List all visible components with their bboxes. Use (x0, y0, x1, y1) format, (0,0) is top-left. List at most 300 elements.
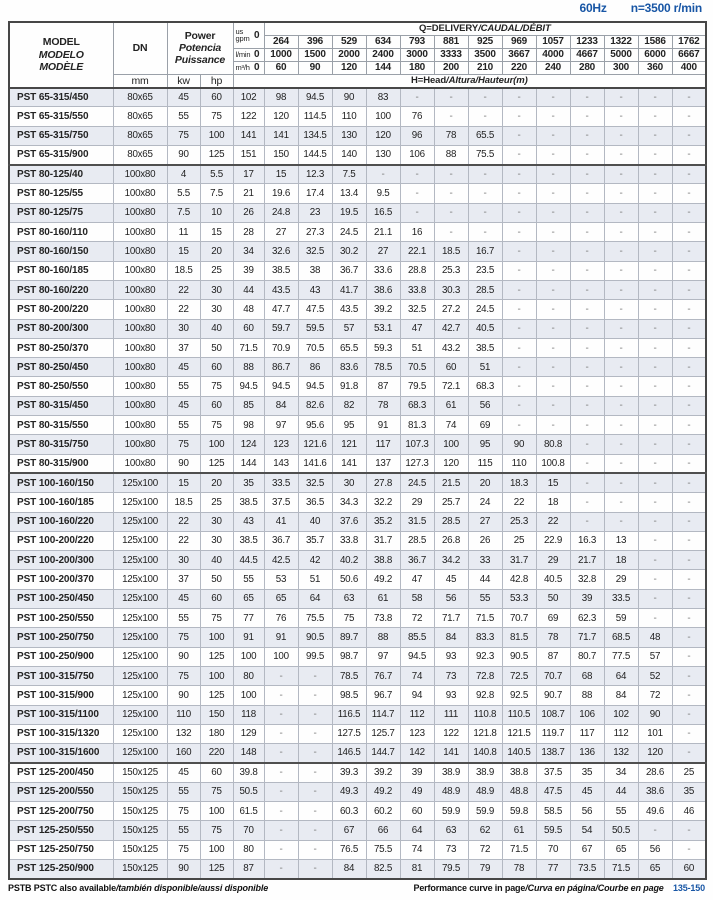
hp-cell: 100 (200, 666, 233, 685)
head-value-cell: - (570, 261, 604, 280)
head-value-cell: 35 (233, 473, 264, 492)
kw-cell: 45 (167, 358, 200, 377)
head-value-cell: 143 (264, 454, 298, 473)
head-value-cell: 97 (264, 416, 298, 435)
head-value-cell: 75.5 (468, 145, 502, 164)
head-value-cell: - (570, 416, 604, 435)
head-value-cell: - (638, 473, 672, 492)
head-value-cell: 140.5 (502, 744, 536, 763)
head-value-cell: - (638, 435, 672, 454)
hp-cell: 75 (200, 377, 233, 396)
head-value-cell: 43 (233, 512, 264, 531)
model-cell: PST 100-315/750 (9, 666, 113, 685)
head-value-cell: 38.9 (468, 763, 502, 782)
head-value-cell: - (638, 126, 672, 145)
head-value-cell: 12.3 (298, 165, 332, 184)
kw-cell: 55 (167, 609, 200, 628)
head-value-cell: 88 (434, 145, 468, 164)
hp-cell: 125 (200, 686, 233, 705)
model-cell: PST 80-200/300 (9, 319, 113, 338)
head-value-cell: 90.5 (502, 647, 536, 666)
hp-cell: 180 (200, 724, 233, 743)
head-value-cell: 38 (298, 261, 332, 280)
head-value-cell: 36.7 (332, 261, 366, 280)
head-value-cell: 31.7 (502, 551, 536, 570)
lmin-flow-value: 2400 (366, 48, 400, 61)
head-value-cell: - (672, 570, 706, 589)
head-value-cell: 39.2 (366, 300, 400, 319)
head-value-cell: 112 (604, 724, 638, 743)
head-value-cell: - (400, 203, 434, 222)
head-value-cell: 81 (400, 859, 434, 878)
head-value-cell: - (604, 126, 638, 145)
head-value-cell: 89.7 (332, 628, 366, 647)
table-row (9, 763, 706, 782)
model-cell: PST 125-200/450 (9, 763, 113, 782)
head-value-cell: - (672, 589, 706, 608)
table-row (9, 589, 706, 608)
head-value-cell: 34 (233, 242, 264, 261)
head-value-cell: - (672, 338, 706, 357)
table-row (9, 551, 706, 570)
hp-cell: 220 (200, 744, 233, 763)
head-value-cell: 38.9 (434, 763, 468, 782)
kw-cell: 75 (167, 435, 200, 454)
head-value-cell: - (638, 493, 672, 512)
model-cell: PST 80-315/450 (9, 396, 113, 415)
head-value-cell: - (638, 319, 672, 338)
model-cell: PST 100-160/220 (9, 512, 113, 531)
head-value-cell: 38.8 (502, 763, 536, 782)
m3h-flow-value: 200 (434, 61, 468, 74)
head-value-cell: 62 (468, 821, 502, 840)
head-value-cell: 78 (502, 859, 536, 878)
head-value-cell: - (672, 145, 706, 164)
head-value-cell: 62.3 (570, 609, 604, 628)
head-value-cell: - (604, 454, 638, 473)
gpm-flow-value: 1057 (536, 35, 570, 48)
dn-cell: 125x100 (113, 570, 167, 589)
head-value-cell: 78.5 (332, 666, 366, 685)
kw-cell: 110 (167, 705, 200, 724)
head-value-cell: - (570, 493, 604, 512)
model-cell: PST 100-200/300 (9, 551, 113, 570)
head-value-cell: 136 (570, 744, 604, 763)
head-value-cell: 46 (672, 801, 706, 820)
kw-cell: 75 (167, 666, 200, 685)
model-cell: PST 80-250/450 (9, 358, 113, 377)
head-value-cell: 37.5 (264, 493, 298, 512)
head-value-cell: 30.3 (434, 280, 468, 299)
hp-cell: 75 (200, 107, 233, 126)
head-value-cell: 132 (604, 744, 638, 763)
kw-cell: 75 (167, 801, 200, 820)
head-value-cell: 56 (570, 801, 604, 820)
head-value-cell: 41.7 (332, 280, 366, 299)
head-value-cell: 88 (570, 686, 604, 705)
hp-cell: 60 (200, 358, 233, 377)
table-row (9, 223, 706, 242)
head-value-cell: 59.7 (264, 319, 298, 338)
dn-column-header: DN (113, 22, 167, 74)
head-value-cell: 39 (233, 261, 264, 280)
delivery-label: Q=DELIVERY/CAUDAL/DÉBIT (264, 22, 706, 35)
gpm-flow-value: 634 (366, 35, 400, 48)
lmin-flow-value: 5000 (604, 48, 638, 61)
head-value-cell: - (536, 203, 570, 222)
model-cell: PST 125-200/750 (9, 801, 113, 820)
speed-frequency-note (579, 1, 702, 15)
head-value-cell: 150 (264, 145, 298, 164)
table-row (9, 338, 706, 357)
head-value-cell: - (638, 358, 672, 377)
head-value-cell: 70.7 (502, 609, 536, 628)
head-value-cell: - (536, 358, 570, 377)
gpm-flow-value: 925 (468, 35, 502, 48)
head-value-cell: 115 (468, 454, 502, 473)
performance-table (8, 21, 707, 880)
head-label: H=Head/Altura/Hauteur(m) (233, 74, 706, 88)
head-value-cell: 78.5 (366, 358, 400, 377)
dn-cell: 80x65 (113, 107, 167, 126)
head-value-cell: - (502, 126, 536, 145)
head-value-cell: 24.8 (264, 203, 298, 222)
head-value-cell: 21.5 (434, 473, 468, 492)
m3h-flow-value: 90 (298, 61, 332, 74)
head-value-cell: 59.9 (468, 801, 502, 820)
head-value-cell: 144.7 (366, 744, 400, 763)
head-value-cell: 127.5 (332, 724, 366, 743)
kw-cell: 22 (167, 531, 200, 550)
hp-cell: 150 (200, 705, 233, 724)
table-row (9, 300, 706, 319)
head-value-cell: - (638, 300, 672, 319)
head-value-cell: - (400, 165, 434, 184)
m3h-flow-value: 240 (536, 61, 570, 74)
head-value-cell: 32.5 (298, 242, 332, 261)
head-value-cell: 28.5 (434, 512, 468, 531)
head-value-cell: 64 (298, 589, 332, 608)
head-value-cell: 65.5 (332, 338, 366, 357)
table-row (9, 358, 706, 377)
head-value-cell: 90 (332, 88, 366, 107)
head-value-cell: 23.5 (468, 261, 502, 280)
head-value-cell: 49.2 (366, 782, 400, 801)
model-cell: PST 100-250/900 (9, 647, 113, 666)
head-value-cell: 59.9 (434, 801, 468, 820)
head-value-cell: - (536, 319, 570, 338)
kw-cell: 45 (167, 88, 200, 107)
dn-cell: 125x100 (113, 531, 167, 550)
head-value-cell: - (298, 744, 332, 763)
head-value-cell: 90 (638, 705, 672, 724)
head-value-cell: 70.5 (298, 338, 332, 357)
head-value-cell: 48.9 (434, 782, 468, 801)
head-value-cell: 70.7 (536, 666, 570, 685)
head-value-cell: - (638, 551, 672, 570)
hp-cell: 40 (200, 551, 233, 570)
table-row (9, 531, 706, 550)
m3h-flow-value: 180 (400, 61, 434, 74)
model-cell: PST 80-125/55 (9, 184, 113, 203)
kw-cell: 37 (167, 338, 200, 357)
head-value-cell: 48 (638, 628, 672, 647)
head-value-cell: 33.8 (400, 280, 434, 299)
head-value-cell: - (604, 338, 638, 357)
head-value-cell: 69 (468, 416, 502, 435)
table-row (9, 165, 706, 184)
kw-cell: 15 (167, 473, 200, 492)
model-cell: PST 100-315/1600 (9, 744, 113, 763)
head-value-cell: - (672, 280, 706, 299)
head-value-cell: 25 (502, 531, 536, 550)
table-row (9, 377, 706, 396)
head-value-cell: - (264, 821, 298, 840)
table-row (9, 416, 706, 435)
gpm-flow-value: 1586 (638, 35, 672, 48)
head-value-cell: 21.7 (570, 551, 604, 570)
head-value-cell: - (672, 531, 706, 550)
head-value-cell: - (434, 223, 468, 242)
dn-cell: 125x100 (113, 473, 167, 492)
head-value-cell: 33.8 (332, 531, 366, 550)
head-value-cell: 68.5 (604, 628, 638, 647)
head-value-cell: - (638, 531, 672, 550)
head-value-cell: 40.2 (332, 551, 366, 570)
power-unit-kw: kw (167, 74, 200, 88)
head-value-cell: 40 (298, 512, 332, 531)
head-value-cell: - (570, 435, 604, 454)
model-cell: PST 80-160/150 (9, 242, 113, 261)
head-value-cell: 100 (233, 686, 264, 705)
kw-cell: 15 (167, 242, 200, 261)
head-value-cell: 98 (264, 88, 298, 107)
head-value-cell: 117 (570, 724, 604, 743)
head-value-cell: 94.5 (298, 88, 332, 107)
head-value-cell: 24.5 (400, 473, 434, 492)
head-value-cell: 71.7 (570, 628, 604, 647)
kw-cell: 22 (167, 300, 200, 319)
head-value-cell: 91 (264, 628, 298, 647)
head-value-cell: 93 (434, 686, 468, 705)
head-value-cell: 96 (400, 126, 434, 145)
power-header-fr: Puissance (174, 54, 226, 67)
head-value-cell: - (536, 223, 570, 242)
model-cell: PST 80-315/550 (9, 416, 113, 435)
head-value-cell: 87 (366, 377, 400, 396)
head-value-cell: 35.7 (298, 531, 332, 550)
head-value-cell: - (672, 88, 706, 107)
head-value-cell: - (604, 396, 638, 415)
head-value-cell: 64 (604, 666, 638, 685)
head-value-cell: 50 (536, 589, 570, 608)
head-value-cell: - (570, 242, 604, 261)
head-value-cell: 81.3 (400, 416, 434, 435)
head-value-cell: 72 (468, 840, 502, 859)
head-value-cell: 60 (233, 319, 264, 338)
head-value-cell: - (672, 165, 706, 184)
head-value-cell: 27 (366, 242, 400, 261)
head-value-cell: 44 (468, 570, 502, 589)
head-value-cell: 29 (536, 551, 570, 570)
model-cell: PST 100-315/1100 (9, 705, 113, 724)
head-value-cell: 102 (233, 88, 264, 107)
table-row (9, 88, 706, 107)
head-value-cell: 38.6 (366, 280, 400, 299)
table-row (9, 396, 706, 415)
head-value-cell: 88 (366, 628, 400, 647)
head-value-cell: 49.6 (638, 801, 672, 820)
dn-cell: 150x125 (113, 763, 167, 782)
power-header-es: Potencia (178, 42, 222, 55)
head-value-cell: 9.5 (366, 184, 400, 203)
head-value-cell: 59.8 (502, 801, 536, 820)
head-value-cell: - (570, 223, 604, 242)
head-value-cell: 44 (604, 782, 638, 801)
head-value-cell: 110 (502, 454, 536, 473)
head-value-cell: - (502, 396, 536, 415)
hp-cell: 100 (200, 840, 233, 859)
head-value-cell: - (298, 705, 332, 724)
head-value-cell: 38.5 (233, 531, 264, 550)
table-row (9, 203, 706, 222)
head-value-cell: 48.8 (502, 782, 536, 801)
head-value-cell: 58.5 (536, 801, 570, 820)
head-value-cell: - (536, 261, 570, 280)
gpm-flow-value: 1322 (604, 35, 638, 48)
kw-cell: 30 (167, 551, 200, 570)
head-value-cell: 70.9 (264, 338, 298, 357)
head-value-cell: 61 (434, 396, 468, 415)
head-value-cell: 28.8 (400, 261, 434, 280)
kw-cell: 75 (167, 628, 200, 647)
hp-cell: 60 (200, 589, 233, 608)
lmin-flow-value: 4667 (570, 48, 604, 61)
head-value-cell: 138.7 (536, 744, 570, 763)
hp-cell: 7.5 (200, 184, 233, 203)
head-value-cell: 91 (366, 416, 400, 435)
head-value-cell: - (434, 88, 468, 107)
head-value-cell: 76.7 (366, 666, 400, 685)
head-value-cell: - (264, 724, 298, 743)
table-row (9, 628, 706, 647)
hp-cell: 20 (200, 242, 233, 261)
m3h-unit-label: m³/h (235, 62, 250, 72)
head-value-cell: 65 (604, 840, 638, 859)
head-value-cell: - (536, 184, 570, 203)
head-value-cell: 56 (638, 840, 672, 859)
dn-cell: 100x80 (113, 242, 167, 261)
head-value-cell: 60.3 (332, 801, 366, 820)
head-value-cell: 57 (638, 647, 672, 666)
head-value-cell: 47 (400, 570, 434, 589)
head-value-cell: - (536, 377, 570, 396)
unit-lmin-cell (233, 48, 264, 61)
head-value-cell: 74 (400, 840, 434, 859)
dn-cell: 125x100 (113, 493, 167, 512)
model-header-en: MODEL (42, 36, 80, 49)
head-value-cell: 67 (332, 821, 366, 840)
head-value-cell: 51 (468, 358, 502, 377)
model-column-header (9, 22, 113, 88)
model-cell: PST 125-250/750 (9, 840, 113, 859)
kw-cell: 90 (167, 647, 200, 666)
head-value-cell: 74 (434, 416, 468, 435)
head-value-cell: 27.3 (298, 223, 332, 242)
head-value-cell: - (604, 512, 638, 531)
head-value-cell: - (672, 454, 706, 473)
table-row (9, 107, 706, 126)
table-row (9, 493, 706, 512)
model-cell: PST 100-160/150 (9, 473, 113, 492)
head-value-cell: 82.5 (366, 859, 400, 878)
head-value-cell: - (604, 416, 638, 435)
head-value-cell: 96.7 (366, 686, 400, 705)
head-value-cell: 75.5 (366, 840, 400, 859)
head-value-cell: 70.5 (400, 358, 434, 377)
table-row (9, 454, 706, 473)
head-value-cell: - (672, 261, 706, 280)
hp-cell: 100 (200, 126, 233, 145)
head-value-cell: 18.3 (502, 473, 536, 492)
head-value-cell: - (502, 107, 536, 126)
head-value-cell: 36.7 (264, 531, 298, 550)
head-value-cell: 73 (434, 840, 468, 859)
head-value-cell: - (672, 223, 706, 242)
head-value-cell: 87 (536, 647, 570, 666)
head-value-cell: 140.8 (468, 744, 502, 763)
hp-cell: 30 (200, 280, 233, 299)
head-value-cell: 7.5 (332, 165, 366, 184)
head-value-cell: 70 (536, 840, 570, 859)
head-value-cell: 19.5 (332, 203, 366, 222)
head-value-cell: 36.7 (400, 551, 434, 570)
head-value-cell: 90 (502, 435, 536, 454)
head-value-cell: 91.8 (332, 377, 366, 396)
head-value-cell: 79.5 (400, 377, 434, 396)
head-value-cell: 40.5 (536, 570, 570, 589)
head-value-cell: 78 (366, 396, 400, 415)
lmin-flow-value: 3000 (400, 48, 434, 61)
head-value-cell: 22 (502, 493, 536, 512)
head-value-cell: - (468, 203, 502, 222)
dn-cell: 100x80 (113, 358, 167, 377)
head-value-cell: - (604, 319, 638, 338)
head-value-cell: - (638, 184, 672, 203)
head-value-cell: 120 (434, 454, 468, 473)
head-value-cell: - (502, 377, 536, 396)
hp-cell: 100 (200, 628, 233, 647)
kw-cell: 22 (167, 512, 200, 531)
head-value-cell: - (298, 724, 332, 743)
head-value-cell: - (264, 763, 298, 782)
head-value-cell: - (672, 126, 706, 145)
head-value-cell: - (264, 782, 298, 801)
model-cell: PST 100-200/370 (9, 570, 113, 589)
page-footer (8, 883, 705, 893)
dn-cell: 80x65 (113, 88, 167, 107)
head-value-cell: 27.8 (366, 473, 400, 492)
kw-cell: 90 (167, 454, 200, 473)
head-value-cell: 90.7 (536, 686, 570, 705)
head-value-cell: - (638, 261, 672, 280)
table-row (9, 744, 706, 763)
head-value-cell: 59.3 (366, 338, 400, 357)
head-value-cell: 22.1 (400, 242, 434, 261)
table-row (9, 782, 706, 801)
head-value-cell: - (604, 145, 638, 164)
head-value-cell: 18.5 (434, 242, 468, 261)
